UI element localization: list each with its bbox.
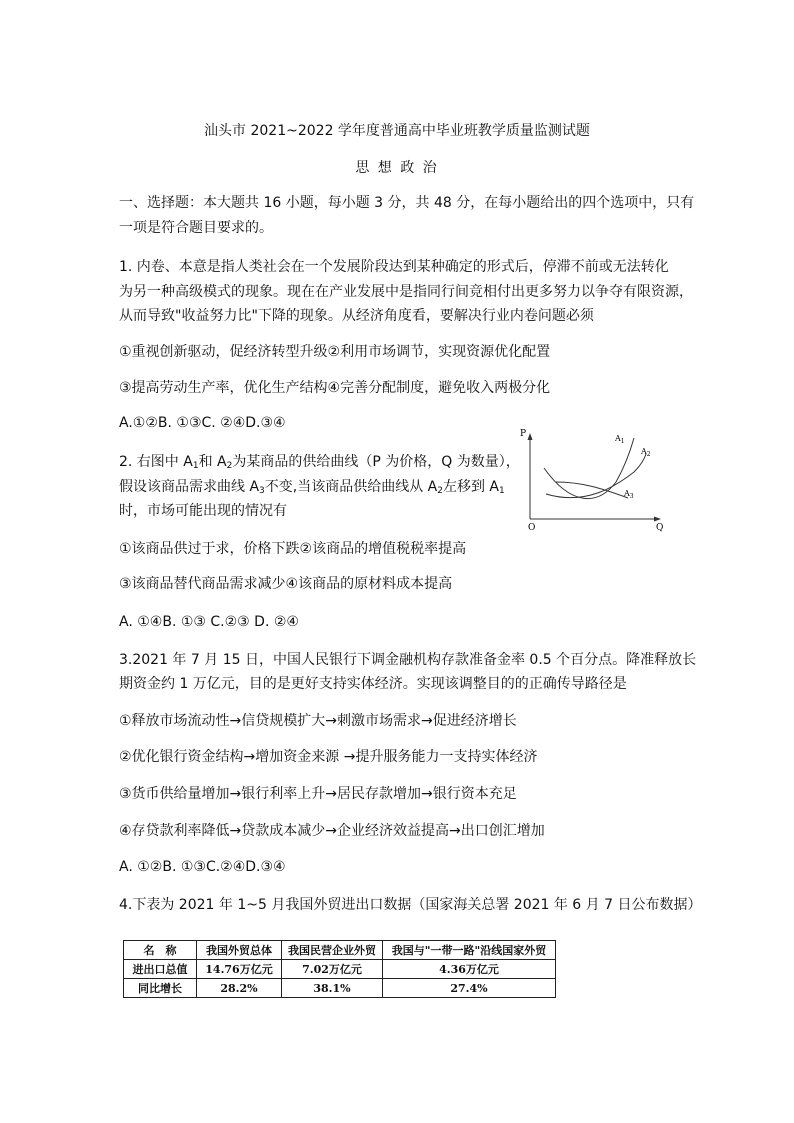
table-row (124, 960, 556, 979)
subject-title: 思 想 政 治 (355, 160, 439, 176)
table-cell: 14.76万亿元 (197, 960, 282, 979)
table-cell: 27.4% (383, 979, 556, 998)
supply-demand-graph (516, 424, 666, 532)
table-header-cell: 我国外贸总体 (197, 941, 282, 960)
table-header-cell: 我国与"一带一路"沿线国家外贸 (383, 941, 556, 960)
table-header-row (124, 941, 556, 960)
p-axis-arrow (528, 433, 533, 440)
a3-label: $A_3$ (624, 489, 634, 500)
q3-stem-line2: 期资金约 1 万亿元，目的是更好支持实体经济。实现该调整目的的正确传导路径是 (119, 676, 627, 692)
q3-option4: ④存贷款利率降低→贷款成本减少→企业经济效益提高→出口创汇增加 (119, 823, 545, 839)
curve-a2 (546, 454, 646, 498)
table-cell: 7.02万亿元 (282, 960, 383, 979)
p-axis-label: P (520, 429, 527, 439)
q3-option2: ②优化银行资金结构→增加资金来源 →提升服务能力一支持实体经济 (119, 749, 538, 765)
q2-choices: A. ①④B. ①③ C.②③ D. ②④ (119, 614, 299, 630)
table-header-cell: 我国民营企业外贸 (282, 941, 383, 960)
a2-label: $A_2$ (641, 447, 651, 458)
q3-option1: ①释放市场流动性→信贷规模扩大→刺激市场需求→促进经济增长 (119, 713, 517, 729)
q1-stem-line2: 为另一种高级模式的现象。现在在产业发展中是指同行间竞相付出更多努力以争夺有限资源， (119, 284, 693, 300)
q3-option3: ③货币供给量增加→银行利率上升→居民存款增加→银行资本充足 (119, 786, 517, 802)
table-row (124, 979, 556, 998)
q2-stem-line2: 假设该商品需求曲线 $A_3$不变,当该商品供给曲线从 $A_2$左移到 $A_1$ (119, 479, 505, 496)
table-header-cell: 名 称 (124, 941, 197, 960)
table-cell: 进出口总值 (124, 960, 197, 979)
q1-stem-line3: 从而导致"收益努力比"下降的现象。从经济角度看，要解决行业内卷问题必须 (119, 308, 594, 324)
section-heading-line1: 一、选择题：本大题共 16 小题，每小题 3 分，共 48 分，在每小题给出的四个选项中，只有 (119, 195, 695, 211)
q1-stem-line1: 1. 内卷、本意是指人类社会在一个发展阶段达到某种确定的形式后，停滞不前或无法转化 (119, 259, 669, 275)
q1-option-line1: ①重视创新驱动，促经济转型升级②利用市场调节，实现资源优化配置 (119, 344, 551, 360)
q-axis-label: Q (656, 523, 664, 532)
curve-a3 (556, 482, 628, 498)
q4-stem: 4.下表为 2021 年 1~5 月我国外贸进出口数据（国家海关总署 2021 年 6 月 7 日公布数据） (119, 897, 702, 913)
q-axis-arrow (654, 517, 661, 522)
q2-option-line1: ①该商品供过于求，价格下跌②该商品的增值税税率提高 (119, 541, 467, 557)
table-cell: 4.36万亿元 (383, 960, 556, 979)
q2-stem-line3: 时，市场可能出现的情况有 (119, 503, 287, 519)
a1-label: $A_1$ (615, 434, 625, 445)
q2-option-line2: ③该商品替代商品需求减少④该商品的原材料成本提高 (119, 576, 453, 592)
trade-data-table (123, 940, 556, 998)
q3-choices: A. ①②B. ①③C.②④D.③④ (119, 859, 286, 875)
q3-stem-line1: 3.2021 年 7 月 15 日，中国人民银行下调金融机构存款准备金率 0.5 个百分点。降准释放长 (119, 652, 697, 668)
curve-a1 (544, 438, 634, 499)
table-cell: 28.2% (197, 979, 282, 998)
exam-title: 汕头市 2021~2022 学年度普通高中毕业班教学质量监测试题 (204, 123, 590, 139)
section-heading-line2: 一项是符合题目要求的。 (119, 220, 273, 236)
q1-choices: A.①②B. ①③C. ②④D.③④ (119, 415, 286, 431)
origin-label: O (528, 523, 536, 532)
table-cell: 38.1% (282, 979, 383, 998)
q2-stem-line1: 2. 右图中 $A_1$和 $A_2$为某商品的供给曲线（P 为价格，Q 为数量）， (119, 454, 520, 471)
table-cell: 同比增长 (124, 979, 197, 998)
q1-option-line2: ③提高劳动生产率，优化生产结构④完善分配制度，避免收入两极分化 (119, 380, 551, 396)
